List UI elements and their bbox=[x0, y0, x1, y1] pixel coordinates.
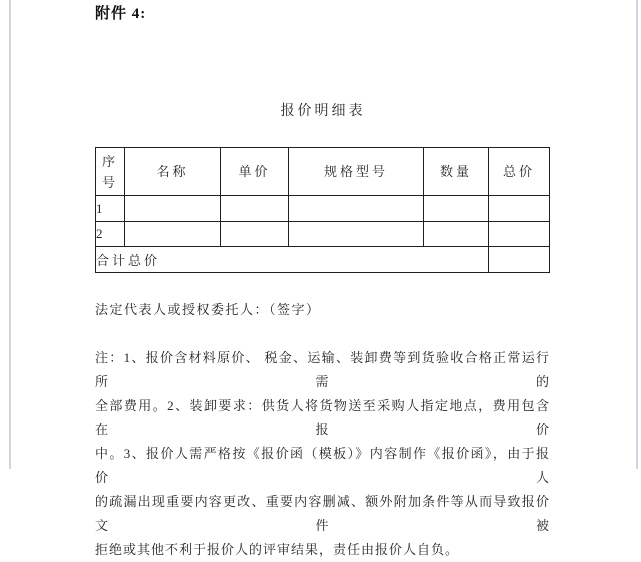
note-line: 拒绝或其他不利于报价人的评审结果，责任由报价人自负。 bbox=[95, 542, 460, 557]
page-left-edge bbox=[9, 0, 11, 469]
cell-serial-no: 2 bbox=[96, 222, 125, 247]
cell-unit-price bbox=[221, 196, 289, 222]
signature-line: 法定代表人或授权委托人：（签字） bbox=[95, 302, 321, 317]
cell-spec-model bbox=[289, 196, 424, 222]
table-row bbox=[96, 196, 550, 222]
cell-spec-model bbox=[289, 222, 424, 247]
table-row bbox=[96, 222, 550, 247]
attachment-label: 附件 4: bbox=[95, 6, 147, 22]
notes-paragraph bbox=[95, 346, 550, 562]
header-total: 总价 bbox=[489, 148, 550, 196]
page-right-edge bbox=[636, 0, 638, 469]
note-line: 中。3、报价人需严格按《报价函（模板）》内容制作《报价函》，由于报价人 bbox=[95, 446, 550, 485]
table-header-row bbox=[96, 148, 550, 196]
cell-serial-no: 1 bbox=[96, 196, 125, 222]
header-quantity: 数量 bbox=[424, 148, 489, 196]
note-line: 全部费用。2、装卸要求：供货人将货物送至采购人指定地点，费用包含在报价 bbox=[95, 398, 550, 437]
header-spec-model: 规格型号 bbox=[289, 148, 424, 196]
cell-total bbox=[489, 196, 550, 222]
cell-unit-price bbox=[221, 222, 289, 247]
header-name: 名称 bbox=[125, 148, 221, 196]
table-footer-row bbox=[96, 247, 550, 273]
cell-name bbox=[125, 222, 221, 247]
header-serial-no: 序号 bbox=[96, 148, 125, 196]
page-title: 报价明细表 bbox=[280, 104, 366, 119]
cell-total bbox=[489, 222, 550, 247]
note-line: 的疏漏出现重要内容更改、重要内容删减、额外附加条件等从而导致报价文件被 bbox=[95, 494, 550, 533]
total-price-label: 合计总价 bbox=[96, 247, 489, 273]
header-unit-price: 单价 bbox=[221, 148, 289, 196]
total-price-value bbox=[489, 247, 550, 273]
cell-quantity bbox=[424, 196, 489, 222]
cell-quantity bbox=[424, 222, 489, 247]
cell-name bbox=[125, 196, 221, 222]
quotation-table bbox=[95, 147, 550, 273]
note-line: 注：1、报价含材料原价、 税金、运输、装卸费等到货验收合格正常运行所需的 bbox=[95, 350, 550, 389]
